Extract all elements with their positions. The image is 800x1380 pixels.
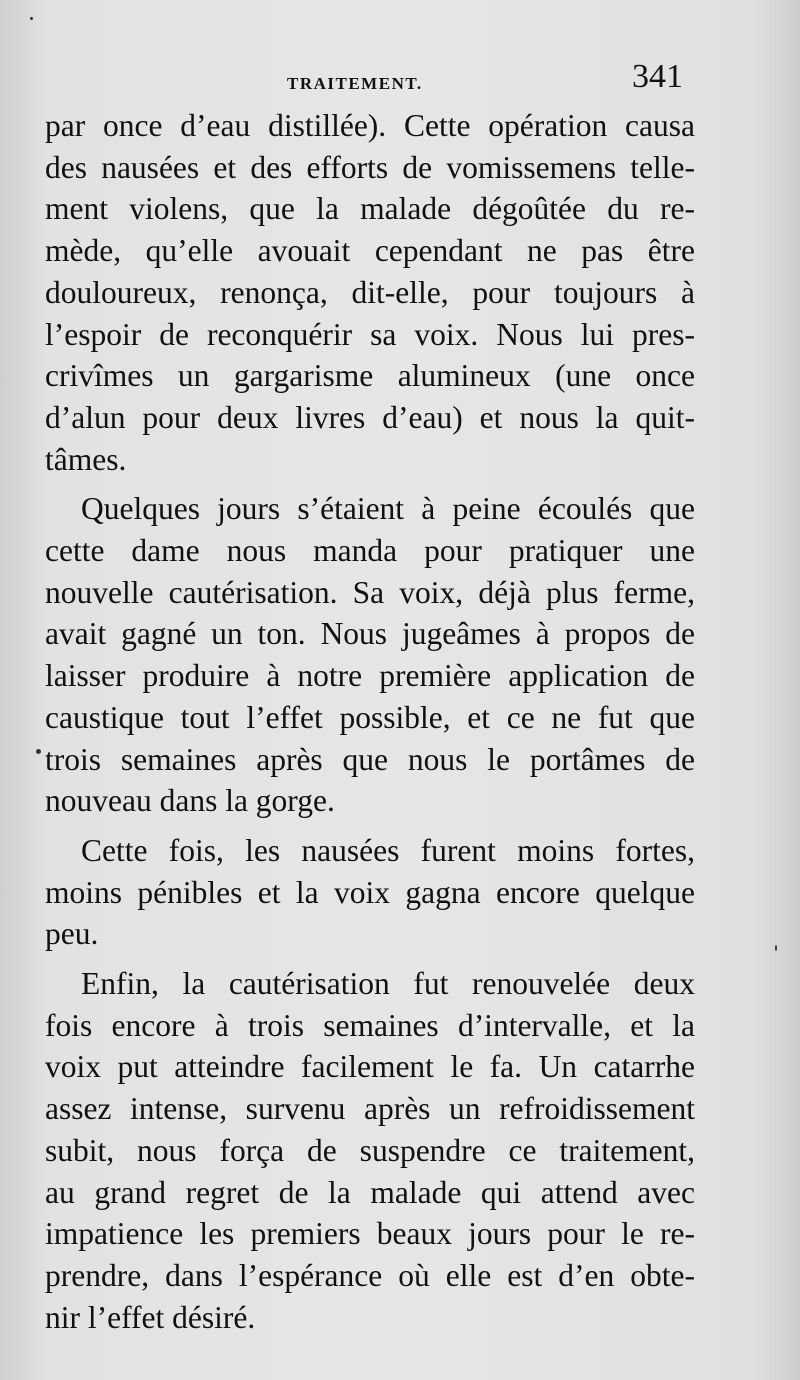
text-line: laisser produire à notre première application de: [45, 658, 695, 694]
ink-speck: [775, 945, 777, 951]
running-title: TRAITEMENT.: [287, 74, 423, 93]
text-line: cette dame nous manda pour pratiquer une: [45, 533, 695, 569]
text-line: fois encore à trois semaines d’intervalle, et la: [45, 1007, 695, 1043]
paragraph-1: [45, 105, 695, 480]
text-line: l’espoir de reconquérir sa voix. Nous lui pres-: [45, 316, 695, 352]
text-line: nouvelle cautérisation. Sa voix, déjà plus ferme,: [45, 574, 695, 610]
page-number: 341: [632, 58, 683, 95]
text-line: subit, nous força de suspendre ce traitement,: [45, 1132, 695, 1168]
text-line: trois semaines après que nous le portâmes de: [45, 741, 695, 777]
text-line: Cette fois, les nausées furent moins fortes,: [81, 832, 695, 868]
text-line: prendre, dans l’espérance où elle est d’en obte-: [45, 1257, 695, 1293]
text-line: peu.: [45, 916, 99, 952]
ink-speck: [36, 749, 41, 754]
text-line: douloureux, renonça, dit-elle, pour toujours à: [45, 274, 695, 310]
text-line: assez intense, survenu après un refroidissement: [45, 1091, 695, 1127]
text-line: mède, qu’elle avouait cependant ne pas être: [45, 233, 695, 269]
body-text: [45, 105, 695, 1338]
text-line: nouveau dans la gorge.: [45, 783, 335, 819]
text-line: par once d’eau distillée). Cette opération causa: [45, 108, 695, 143]
text-line: crivîmes un gargarisme alumineux (une once: [45, 358, 695, 394]
text-line: tâmes.: [45, 441, 127, 477]
text-line: Enfin, la cautérisation fut renouvelée deux: [81, 966, 695, 1002]
text-line: caustique tout l’effet possible, et ce ne fut que: [45, 699, 695, 735]
text-line: ment violens, que la malade dégoûtée du re-: [45, 191, 695, 227]
paragraph-4: [45, 963, 695, 1338]
paragraph-2: [45, 488, 695, 822]
paragraph-3: [45, 830, 695, 955]
text-line: des nausées et des efforts de vomissemens telle-: [45, 149, 695, 185]
text-line: impatience les premiers beaux jours pour le re-: [45, 1216, 695, 1252]
text-line: Quelques jours s’étaient à peine écoulés que: [81, 491, 695, 527]
text-line: d’alun pour deux livres d’eau) et nous la quit-: [45, 399, 695, 435]
text-line: nir l’effet désiré.: [45, 1299, 256, 1335]
text-line: au grand regret de la malade qui attend avec: [45, 1174, 695, 1210]
text-line: avait gagné un ton. Nous jugeâmes à propos de: [45, 616, 695, 652]
ink-speck: [30, 17, 33, 20]
text-line: voix put atteindre facilement le fa. Un catarrhe: [45, 1049, 695, 1085]
text-line: moins pénibles et la voix gagna encore quelque: [45, 874, 695, 910]
